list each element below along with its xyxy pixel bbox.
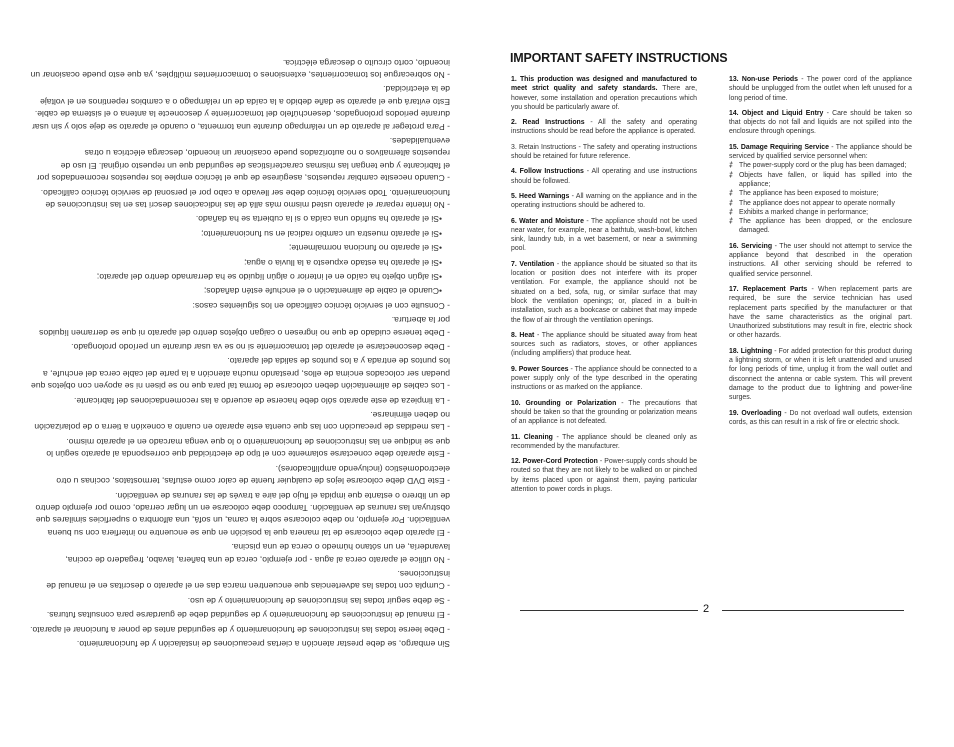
instruction-text: - The appliance should be cleaned only as recommended by the manufacturer. xyxy=(511,433,697,450)
damage-list-text: The appliance does not appear to operate normally xyxy=(739,199,895,207)
instruction-heading: 18. Lightning xyxy=(729,347,773,355)
instruction-heading: 9. Power Sources xyxy=(511,365,569,373)
spanish-paragraph: •Si el aparato ha estado expuesto a la lluvia o agua; xyxy=(244,257,442,268)
spanish-paragraph: •Si algún objeto ha caído en el interior o algún líquido se ha derramado dentro del aparato; xyxy=(96,272,442,283)
page-title: IMPORTANT SAFETY INSTRUCTIONS xyxy=(510,51,728,65)
spanish-paragraph: - Para proteger al aparato de un relámpago durante una tormenta, o cuando el aparato se deje solo y sin usar durante periodos prolongados, desenchúfelo del tomacorriente y desconecte la antena o el sistema de cable. Esto evitará que el aparato se dañe debido a la caída de un relámpago o a cambios repentinos en el voltaje de la electricidad. xyxy=(31,84,450,132)
instruction-text: - the appliance should be situated so that its location or position does not interfere with its proper ventilation. For example, the appliance should not be situated on a bed, sofa, rug, or similar surface that may block the ventilation openings; or, placed in a built-in installation, such as a bookcase or cabinet that may impede the flow of air through the ventilation openings. xyxy=(511,260,697,324)
instruction-item xyxy=(511,365,697,393)
instruction-text: - The precautions that should be taken so that the grounding or polarization means of an appliance is not defeated. xyxy=(511,399,697,426)
spanish-paragraph: •Si el aparato ha sufrido una caída o si la cubierta se ha dañado. xyxy=(195,214,442,225)
instruction-heading: 7. Ventilation xyxy=(511,260,555,268)
instruction-text: - The power cord of the appliance should be unplugged from the outlet when left unused for a long period of time. xyxy=(729,76,912,102)
bullet-icon: ‡ xyxy=(729,162,733,170)
bullet-icon: ‡ xyxy=(729,199,733,207)
bullet-icon: ‡ xyxy=(729,190,733,198)
instruction-heading: 8. Heat xyxy=(511,331,535,339)
instruction-text: 3. Retain Instructions - The safety and operating instructions should be retained for future reference. xyxy=(511,143,697,161)
damage-list-item xyxy=(729,161,912,170)
instruction-item xyxy=(729,143,912,236)
damage-list xyxy=(729,161,912,235)
instruction-item xyxy=(729,109,912,137)
instruction-heading: 13. Non-use Periods xyxy=(729,76,798,83)
spanish-paragraph: - Las medidas de precaución con las que cuenta este aparato en cuanto a conexión a tierra o de polarización no deben eliminarse. xyxy=(34,410,450,433)
instruction-heading: 6. Water and Moisture xyxy=(511,217,584,225)
spanish-paragraph: - No utilice el aparato cerca al agua - por ejemplo, cerca de una bañera, lavabo, fregadero de cocina, lavandería, en un sótano húmedo o cerca de una piscina. xyxy=(65,542,450,565)
instruction-text: - The appliance should be connected to a power supply only of the type described in the operating instructions or as marked on the appliance. xyxy=(511,365,697,392)
bullet-icon: ‡ xyxy=(729,208,733,216)
instruction-item xyxy=(729,285,912,341)
spanish-paragraph: - Cuando necesite cambiar repuestos, asegúrese de que el técnico emplee los repuestos recomendados por el fabricante y que tengan las mismas características de seguridad que un repuesto original. El uso de repuestos alternativos o no autorizados puede ocasionar un incendio, descarga eléctrica u otras eventualidades. xyxy=(36,135,450,184)
damage-list-text: Exhibits a marked change in performance; xyxy=(739,208,869,216)
instructions-column-2 xyxy=(729,75,912,433)
instruction-text: - For added protection for this product during a lightning storm, or when it is left unattended and unused for long periods of time, unplug it from the wall outlet and disconnect the antenna or cable system. This will prevent damage to the product due to lightning and power-line surges. xyxy=(729,347,912,402)
spanish-paragraph: •Si el aparato no funciona normalmente; xyxy=(288,243,442,254)
instruction-text: - Care should be taken so that objects do not fall and liquids are not spilled into the enclosure through openings. xyxy=(729,109,912,136)
spanish-paragraph: - El manual de instrucciones de funcionamiento y de seguridad debe de guardarse para consultas futuras. xyxy=(46,610,450,621)
instruction-text: - When replacement parts are required, be sure the service technician has used replacement parts specified by the manufacturer or that have the same characteristics as the original part. Unauthorized substitutions may result in fire, electric shock or other hazards. xyxy=(729,285,912,340)
damage-list-item xyxy=(729,171,912,190)
page-number: 2 xyxy=(703,603,710,615)
instruction-text: - All operating and use instructions should be followed. xyxy=(511,168,698,185)
instruction-item xyxy=(511,75,697,112)
damage-list-item xyxy=(729,189,912,198)
spanish-paragraph: - Debe desconectarse el aparato del tomacorriente si no se va usar durante un período prolongado. xyxy=(71,342,450,353)
spanish-paragraph: - Debe tenerse cuidado de que no ingresen o caigan objetos dentro del aparato ni que se derramen líquidos por la abertura. xyxy=(39,315,450,338)
spanish-paragraph: - Este DVD debe colocarse lejos de cualquier fuente de calor como estufas, termostatos, cocinas u otro electrodoméstico (incluyendo amplificadores). xyxy=(56,463,450,487)
instruction-item xyxy=(511,399,697,427)
instruction-heading: 17. Replacement Parts xyxy=(729,285,808,293)
instruction-heading: 15. Damage Requiring Service xyxy=(729,143,829,151)
bullet-icon: ‡ xyxy=(729,171,733,179)
instruction-heading: 11. Cleaning xyxy=(511,433,553,441)
spanish-paragraph: - Consulte con el servicio técnico calificado en los siguientes casos: xyxy=(192,300,450,311)
instruction-heading: 5. Heed Warnings xyxy=(511,192,570,200)
damage-list-text: The appliance has been exposed to moisture; xyxy=(739,190,879,198)
footer-rule-right xyxy=(722,610,904,611)
instruction-text: - The user should not attempt to service the appliance beyond that described in the operation instructions. All other servicing should be referred to qualified service personnel. xyxy=(729,242,912,278)
instructions-column-1 xyxy=(511,75,697,500)
instruction-text: There are, however, some installation and operation precautions which you should be particularly aware of. xyxy=(511,85,697,111)
spanish-paragraph: - Este aparato debe conectarse solamente con el tipo de electricidad que corresponda al aparato según lo que se indique en las instrucciones de funcionamiento o lo que venga marcado en el aparato mismo. xyxy=(46,436,450,460)
instruction-text: - Do not overload wall outlets, extension cords, as this can result in a risk of fire or electric shock. xyxy=(729,409,912,426)
spanish-paragraph: - No sobrecargue los tomacorrientes, extensiones o tomacorrientes múltiples, ya que esto puede ocasionar un incendio, corto circuito o descarga eléctrica. xyxy=(30,57,450,80)
instruction-item xyxy=(511,118,697,137)
instruction-heading: 10. Grounding or Polarization xyxy=(511,399,617,407)
spanish-paragraph: - Los cables de alimentación deben colocarse de forma tal para que no se pisen ni se apoyen con objetos que puedan ser colocados encima de ellos, prestando mucha atención a la parte del cable cerca del enchufe, a los puntos de entrada y a los puntos de salida del aparato. xyxy=(31,356,450,392)
instruction-item xyxy=(729,347,912,403)
spanish-paragraph: •Si el aparato muestra un cambio radical en su funcionamiento; xyxy=(201,228,442,239)
spanish-paragraph: - Debe leerse todas las instrucciones de funcionamiento y de seguridad antes de poner a funcionar el aparato. xyxy=(30,624,450,635)
instruction-item xyxy=(511,192,697,211)
instruction-item xyxy=(511,143,697,162)
instruction-heading: 2. Read Instructions xyxy=(511,119,585,127)
damage-list-text: The power-supply cord or the plug has been damaged; xyxy=(739,162,907,170)
instruction-text: - The appliance should be situated away from heat sources such as radiators, stoves, or other appliances (including amplifiers) that produce heat. xyxy=(511,331,697,358)
damage-list-item xyxy=(729,217,912,236)
instruction-item xyxy=(729,75,912,103)
bullet-icon: ‡ xyxy=(729,218,733,226)
instruction-item xyxy=(511,433,697,452)
instruction-item xyxy=(729,242,912,279)
spanish-paragraph: - La limpieza de este aparato sólo debe hacerse de acuerdo a las recomendaciones del fabricante. xyxy=(74,395,450,406)
spanish-paragraph: - No intente reparar el aparato usted mismo más allá de las indicaciones descri tas en las instrucciones de funcionamiento. Todo servicio técnico debe ser llevado a cabo por el personal de servicio técnico calificado. xyxy=(40,187,450,210)
instruction-item xyxy=(729,409,912,428)
instruction-heading: 1. This production was designed and manufactured to meet strict quality and safety standards. xyxy=(511,76,697,93)
instruction-item xyxy=(511,167,697,186)
instruction-item xyxy=(511,260,697,325)
instruction-heading: 4. Follow Instructions xyxy=(511,168,584,176)
instruction-text: - All warning on the appliance and in the operating instructions should be adhered to. xyxy=(511,192,698,210)
instruction-text: - All the safety and operating instructions should be read before the appliance is operated. xyxy=(511,119,697,136)
instruction-item xyxy=(511,331,697,359)
instruction-heading: 14. Object and Liquid Entry xyxy=(729,109,824,117)
footer-rule-left xyxy=(520,610,698,611)
instruction-heading: 16. Servicing xyxy=(729,242,773,250)
spanish-paragraph: •Cuando el cable de alimentación o el enchufe estén dañados; xyxy=(203,286,442,297)
damage-list-item xyxy=(729,208,912,217)
damage-list-text: The appliance has been dropped, or the enclosure damaged. xyxy=(739,218,912,235)
spanish-page-upside-down xyxy=(30,40,450,650)
instruction-heading: 19. Overloading xyxy=(729,409,782,417)
spanish-paragraph: Sin embargo, se debe prestar atención a ciertas precauciones de instalación y de funcionamiento. xyxy=(76,639,450,649)
instruction-item xyxy=(511,457,697,494)
instruction-heading: 12. Power-Cord Protection xyxy=(511,458,598,466)
instruction-text: - The appliance should not be used near water, for example, near a bathtub, wash-bowl, kitchen sink, laundry tub, in a wet basement, or near a swimming pool. xyxy=(511,217,698,253)
instruction-item xyxy=(511,217,697,254)
instruction-text: - The appliance should be serviced by qualified service personnel when: xyxy=(729,143,912,161)
damage-list-item xyxy=(729,199,912,208)
instruction-text: - Power-supply cords should be routed so that they are not likely to be walked on or pinched by items placed upon or against them, paying particular attention to power cords in plugs. xyxy=(511,458,697,493)
spanish-paragraph: - Cumpla con todas las advertencias que encuentren marca das en el aparato o descritas en el manual de instrucciones. xyxy=(46,568,450,592)
damage-list-text: Objects have fallen, or liquid has spilled into the appliance; xyxy=(739,171,912,188)
spanish-paragraph: - El aparato debe colocarse de tal manera que la posición en que se encuentre no interfiera con su buena ventilación. Por ejemplo, no debe colocarse sobre la cama, un sofá, una alfombra o superficies similares que obstruyan las ranuras de ventilación. Tampoco debe colocarse en un lugar cerrado, como por ejemplo dentro de un librero o estante que impida el flujo del aire a través de las ranuras de ventilación. xyxy=(35,490,450,538)
spanish-paragraph: - Se debe seguir todas las instrucciones de funcionamiento y de uso. xyxy=(187,595,450,606)
